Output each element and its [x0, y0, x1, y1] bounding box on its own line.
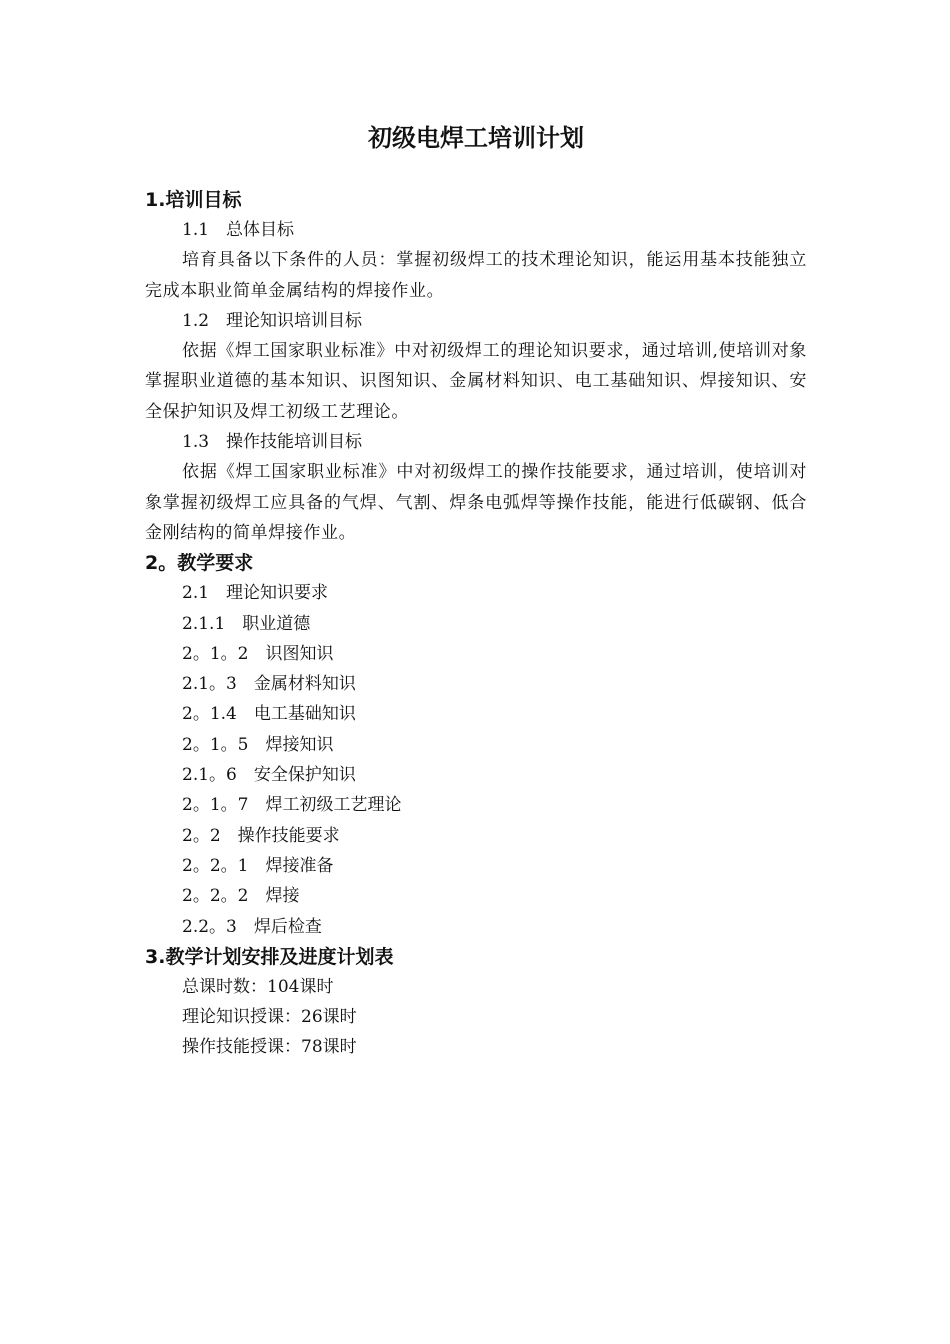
list-item: 2.1。3 金属材料知识 [182, 674, 356, 695]
practice-hours: 操作技能授课：78课时 [182, 1037, 357, 1058]
subsection-1-3-heading: 1.3 操作技能培训目标 [182, 432, 363, 453]
total-hours: 总课时数：104课时 [182, 976, 334, 997]
list-item: 2。1。7 焊工初级工艺理论 [182, 795, 402, 816]
document-body [145, 185, 807, 1063]
list-item: 2。1.4 电工基础知识 [182, 704, 356, 725]
section-1-heading: 1.培训目标 [145, 189, 242, 211]
document-title: 初级电焊工培训计划 [368, 124, 584, 152]
list-item: 2.1.1 职业道德 [182, 613, 311, 634]
subsection-1-3-text: 依据《焊工国家职业标准》中对初级焊工的操作技能要求，通过培训，使培训对象掌握初级焊工应具备的气焊、气割、焊条电弧焊等操作技能，能进行低碳钢、低合金刚结构的简单焊接作业。 [145, 462, 807, 543]
list-item: 2.1 理论知识要求 [182, 583, 329, 604]
subsection-1-2-heading: 1.2 理论知识培训目标 [182, 310, 363, 331]
theory-hours: 理论知识授课：26课时 [182, 1007, 357, 1028]
list-item: 2。2。1 焊接准备 [182, 855, 334, 876]
subsection-1-2-text: 依据《焊工国家职业标准》中对初级焊工的理论知识要求，通过培训,使培训对象掌握职业道德的基本知识、识图知识、金属材料知识、电工基础知识、焊接知识、安全保护知识及焊工初级工艺理论。 [145, 341, 807, 422]
list-item: 2.2。3 焊后检查 [182, 916, 322, 937]
list-item: 2。2。2 焊接 [182, 886, 300, 907]
section-3-heading: 3.教学计划安排及进度计划表 [145, 945, 394, 968]
list-item: 2。2 操作技能要求 [182, 825, 340, 846]
subsection-1-1-heading: 1.1 总体目标 [182, 220, 295, 240]
subsection-1-1-text: 培育具备以下条件的人员：掌握初级焊工的技术理论知识，能运用基本技能独立完成本职业简单金属结构的焊接作业。 [145, 250, 807, 301]
section-2-heading: 2。教学要求 [145, 552, 254, 575]
list-item: 2。1。2 识图知识 [182, 643, 334, 664]
list-item: 2.1。6 安全保护知识 [182, 765, 356, 786]
list-item: 2。1。5 焊接知识 [182, 734, 334, 755]
